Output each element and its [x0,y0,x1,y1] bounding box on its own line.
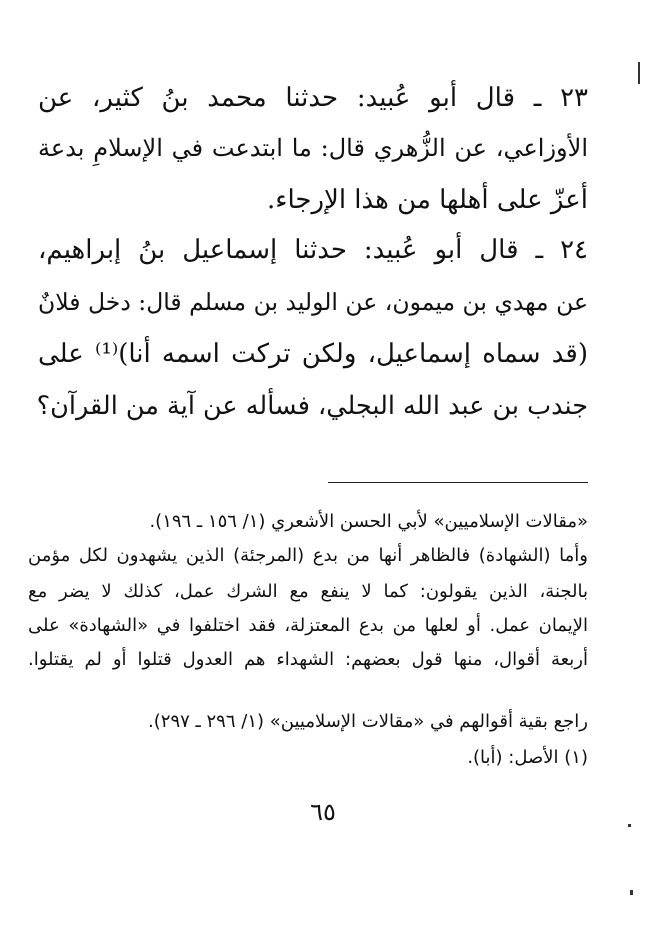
main-text-line-7: جندب بن عبد الله البجلي، فسأله عن آية من القرآن؟ [36,391,588,421]
scan-dot-mark [630,890,633,895]
footnote-line-2: وأما (الشهادة) فالظاهر أنها من بدع (المرجئة) الذين يشهدون لكل مؤمن [28,545,588,566]
footnote-line-6: راجع بقية أقوالهم في «مقالات الإسلاميين» (١/ ٢٩٦ ـ ٢٩٧). [148,711,588,732]
footnote-line-5: أربعة أقوال، منها قول بعضهم: الشهداء هم العدول قتلوا أو لم يقتلوا. [28,649,588,670]
main-text-line-1: ٢٣ ـ قال أبو عُبيد: حدثنا محمد بنُ كثير، عن [38,83,588,113]
main-text-line-2: الأوزاعي، عن الزُّهري قال: ما ابتدعت في الإسلامِ بدعة [38,134,588,162]
main-text-line-4: ٢٤ ـ قال أبو عُبيد: حدثنا إسماعيل بنُ إبراهيم، [38,235,588,265]
footnote-line-1: «مقالات الإسلاميين» لأبي الحسن الأشعري (١/ ١٥٦ ـ ١٩٦). [149,511,588,532]
main-text-line-5: عن مهدي بن ميمون، عن الوليد بن مسلم قال: دخل فلانٌ [38,288,588,316]
main-text-line-3: أعزّ على أهلها من هذا الإرجاء. [266,185,588,215]
scan-edge-mark [638,62,640,84]
scan-dot-mark [628,824,631,827]
footnote-separator [328,482,588,483]
footnote-line-4: الإيمان عمل. أو لعلها من بدع المعتزلة، فقد اختلفوا في «الشهادة» على [28,615,588,636]
footnote-line-3: بالجنة، الذين يقولون: كما لا ينفع مع الشرك عمل، كذلك لا يضر مع [28,581,588,602]
page-number: ٦٥ [310,798,336,826]
main-text-line-6: (قد سماه إسماعيل، ولكن تركت اسمه أنا)⁽¹⁾ على [38,339,588,369]
footnote-line-7: (١) الأصل: (أبا). [467,747,588,768]
